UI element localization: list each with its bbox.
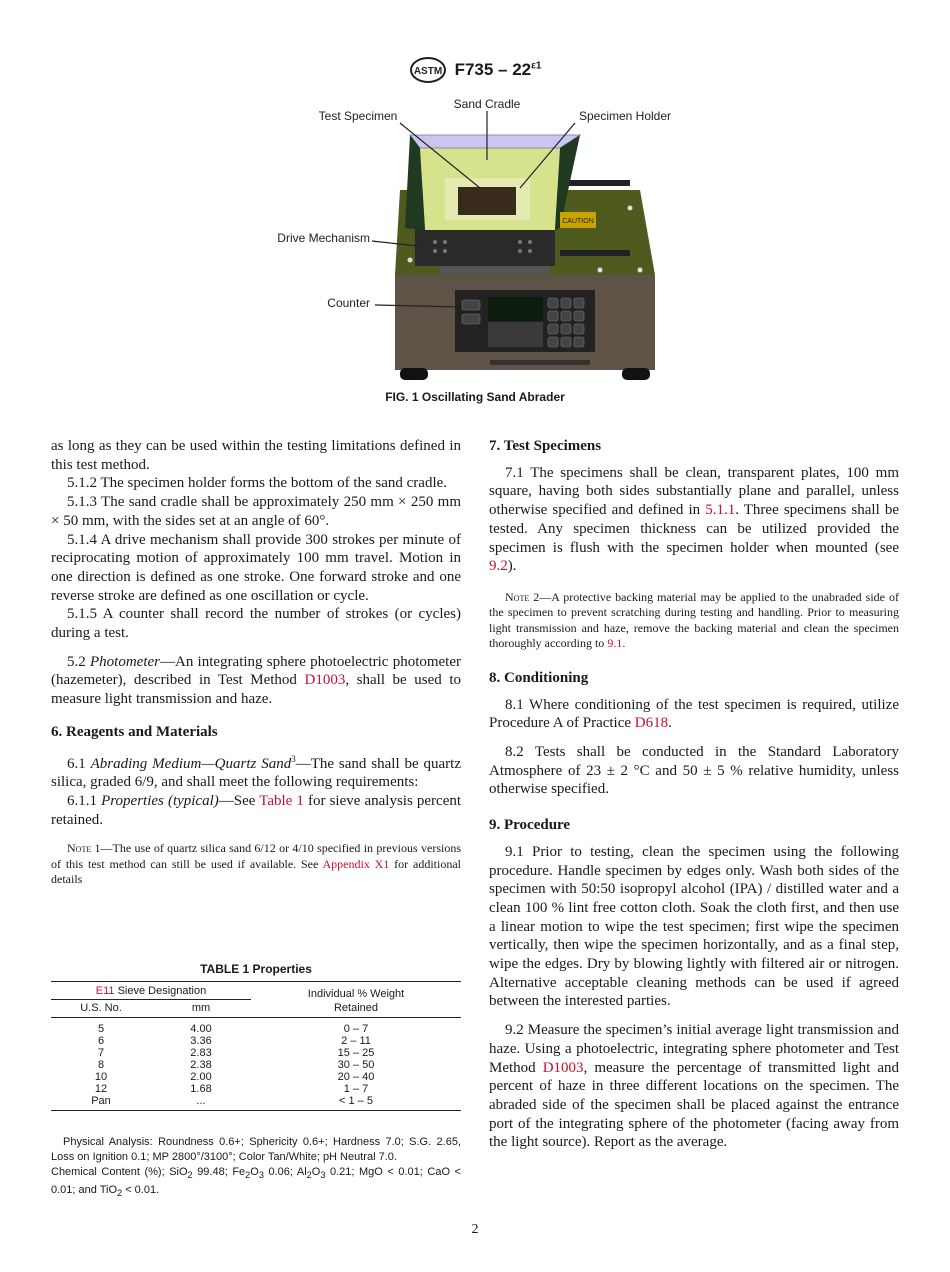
table-cell: 20 – 40 [337, 1071, 375, 1083]
table-cell: 2 – 11 [341, 1035, 371, 1047]
us-no-header: U.S. No. [80, 1002, 122, 1014]
table-cell: 12 [94, 1083, 108, 1095]
right-column [489, 437, 899, 1152]
paragraph-9-2: 9.2 Measure the specimen’s initial average light transmission and haze. Using a photoelectric, integrating sphere photometer and Test Method D1003, measure the percentage of transmitted light and percent of haze in three different locations on the specimen. The abraded side of the specimen shall be placed against the entrance port of the integrating sphere of the photometer (facing away from the light source). Report as the average. [489, 1022, 900, 1151]
mm-header: mm [191, 1002, 211, 1014]
paragraph-5-2: 5.2 Photometer—An integrating sphere photoelectric photometer (hazemeter), described in Test Method D1003, shall be used to measure light transmission and haze. [51, 653, 462, 708]
test-specimen [458, 187, 516, 215]
link-appendix-x1[interactable]: Appendix X1 [322, 856, 390, 871]
table-cell: 8 [97, 1059, 105, 1071]
caution-label: CAUTION [562, 218, 594, 225]
standard-designation: $F735 - 22^{\varepsilon 1}$ [454, 60, 542, 79]
link-9-1[interactable]: 9.1 [607, 636, 623, 651]
figure-caption: FIG. 1 Oscillating Sand Abrader [385, 390, 565, 404]
paragraph-6-1: 6.1 Abrading Medium—Quartz Sand$^3$—The sand shall be quartz silica, graded 6/9, and shall meet the following requirements: [51, 753, 461, 791]
astm-logo-text: ASTM [413, 66, 442, 77]
physical-analysis-note: Physical Analysis: Roundness 0.6+; Sphericity 0.6+; Hardness 7.0; S.G. 2.65, Loss on Ignition 0.1; MP 2800°/3100°; Color Tan/White; pH Neutral 7.0. [51, 1136, 461, 1163]
drive-mechanism [415, 228, 555, 266]
table-cell: 5 [97, 1023, 105, 1035]
paragraph-8-2: 8.2 Tests shall be conducted in the Standard Laboratory Atmosphere of 23 ± 2 °C and 50 ± 5 % relative humidity, unless otherwise specified. [489, 744, 899, 798]
oscillating-sand-abrader-figure [250, 90, 700, 390]
page-header [0, 56, 950, 84]
section-6-heading: 6. Reagents and Materials [51, 723, 218, 740]
table-cell: 2.00 [190, 1071, 212, 1083]
note-1: Note 1—The use of quartz silica sand 6/12 or 4/10 specified in previous versions of this test method can still be used if available. See Appendix X1 for additional details [51, 841, 462, 887]
table-cell: 3.36 [190, 1035, 212, 1047]
designation-superscript: ε1 [531, 60, 542, 72]
paragraph-5-1-3: 5.1.3 The sand cradle shall be approximately 250 mm × 250 mm × 50 mm, with the sides set at an angle of 60°. [51, 494, 461, 529]
link-d1003[interactable]: D1003 [304, 672, 346, 689]
label-test-specimen: Test Specimen [318, 109, 398, 123]
astm-logo-icon [409, 56, 447, 84]
paragraph-6-1-1: 6.1.1 Properties (typical)—See Table 1 for sieve analysis percent retained. [51, 792, 462, 828]
weight-retained-header: Individual % Weight Retained [307, 988, 405, 1014]
label-counter: Counter [327, 296, 370, 310]
sieve-designation-header: E11 Sieve Designation [51, 982, 251, 1000]
link-d618[interactable]: D618 [634, 715, 669, 732]
table-cell: 10 [94, 1071, 108, 1083]
table-cell: 2.38 [190, 1059, 212, 1071]
label-sand-cradle: Sand Cradle [453, 97, 521, 111]
section-7-heading: 7. Test Specimens [489, 438, 602, 454]
table-cell: 6 [97, 1035, 105, 1047]
note-2: Note 2—A protective backing material may be applied to the unabraded side of the specimen to prevent scratching during testing and handling. Prior to measuring light transmission and haze, remove the backing material and clean the specimen thoroughly according to 9.1. [489, 589, 899, 651]
table-cell: 4.00 [190, 1023, 212, 1035]
table-cell: Pan [91, 1095, 111, 1107]
left-column [51, 437, 461, 888]
paragraph-9-1: 9.1 Prior to testing, clean the specimen using the following procedure. Handle specimen by edges only. Wash both sides of the specimen with 50:50 isopropyl alcohol (IPA) / distilled water and a clean 100 % lint free cotton cloth. Soak the cloth first, and then use a linear motion to wipe the test specimen; first wipe the specimen vertically, then wipe the specimen horizontally, and as a final step, wipe the edges. Dry by blowing lightly with filtered air or nitrogen. Alternative acceptable cleaning methods can be used if agreed between the interested parties. [489, 843, 899, 1010]
chemical-content-note: Chemical Content (%); SiO$_2$ 99.48; $Fe_2O_3$ 0.06; $Al_2O_3$ 0.21; MgO < 0.01; CaO < 0.01; and TiO$_2$ < 0.01. [51, 1166, 461, 1199]
link-5-1-1[interactable]: 5.1.1 [705, 502, 736, 519]
table-cell: < 1 – 5 [339, 1095, 373, 1107]
properties-table [51, 981, 461, 1111]
section-8-heading: 8. Conditioning [489, 669, 589, 686]
paragraph-continued: as long as they can be used within the testing limitations defined in this test method. [51, 438, 461, 473]
table-cell: 1 – 7 [343, 1083, 369, 1095]
table-cell: 2.83 [190, 1047, 212, 1059]
link-d1003-2[interactable]: D1003 [542, 1059, 584, 1076]
table-1-title: TABLE 1 Properties [200, 962, 312, 976]
link-table-1[interactable]: Table 1 [259, 792, 304, 809]
paragraph-5-1-4: 5.1.4 A drive mechanism shall provide 300 strokes per minute of reciprocating motion of approximately 100 mm travel. Motion in one direction is defined as one stroke. One forward stroke and one reverse stroke are defined as one oscillation or cycle. [51, 531, 461, 604]
paragraph-5-1-2: 5.1.2 The specimen holder forms the bottom of the sand cradle. [67, 475, 448, 492]
label-specimen-holder: Specimen Holder [578, 109, 672, 123]
paragraph-5-1-5: 5.1.5 A counter shall record the number of strokes (or cycles) during a test. [51, 606, 461, 642]
paragraph-7-1: 7.1 The specimens shall be clean, transparent plates, 100 mm square, having both sides substantially plane and parallel, unless otherwise specified and defined in 5.1.1. Three specimens shall be tested. Any specimen thickness can be utilized provided the specimen is flush with the specimen holder when mounted (see 9.2). [489, 464, 899, 575]
table-cell: 0 – 7 [343, 1023, 369, 1035]
table-footnote [51, 1135, 461, 1201]
table-cell: 15 – 25 [337, 1047, 375, 1059]
page-number: 2 [471, 1222, 479, 1237]
section-9-heading: 9. Procedure [489, 817, 571, 834]
table-cell: ... [196, 1095, 206, 1107]
paragraph-8-1: 8.1 Where conditioning of the test specimen is required, utilize Procedure A of Practice D618. [489, 696, 899, 732]
table-cell: 30 – 50 [337, 1059, 375, 1071]
link-e11[interactable]: E11 [95, 985, 115, 997]
link-9-2[interactable]: 9.2 [489, 558, 508, 575]
label-drive-mechanism: Drive Mechanism [277, 231, 370, 245]
table-cell: 1.68 [190, 1083, 212, 1095]
table-cell: 7 [97, 1047, 105, 1059]
